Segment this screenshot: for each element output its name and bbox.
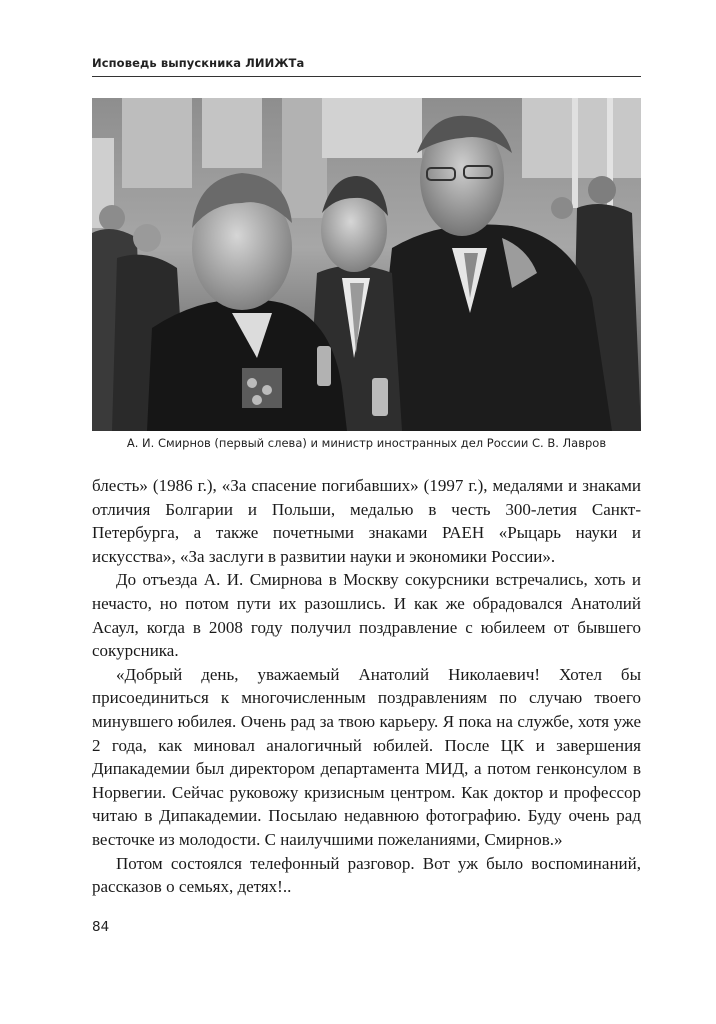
paragraph: До отъезда А. И. Смирнова в Москву сокурсники встречались, хоть и нечасто, но потом пути их разошлись. И как же обрадовался Анатолий Асаул, когда в 2008 году получил поздравление с юбилеем от бывшего сокурсника. (92, 570, 641, 661)
photo-caption: А. И. Смирнов (первый слева) и министр иностранных дел России С. В. Лавров (126, 436, 607, 450)
paragraph: «Добрый день, уважаемый Анатолий Николаевич! Хотел бы присоединиться к многочисленным поздравлениям по случаю твоего минувшего юбилея. Очень рад за твою карьеру. Я пока на службе, хотя уже 2 года, как миновал аналогичный юбилей. После ЦК и завершения Дипакадемии был директором департамента МИД, а потом генконсулом в Норвегии. Сейчас руковожу кризисным центром. Как доктор и профессор читаю в Дипакадемии. Посылаю недавнюю фотографию. Буду очень рад весточке из молодости. С наилучшими пожеланиями, Смирнов.» (92, 664, 641, 849)
header-rule (92, 76, 641, 77)
running-head: Исповедь выпускника ЛИИЖТа (92, 56, 305, 70)
paragraph: блесть» (1986 г.), «За спасение погибавших» (1997 г.), медалями и знаками отличия Болгарии и Польши, медалью в честь 300-летия Санкт-Петербурга, а также почетными знаками РАЕН «Рыцарь науки и искусства», «За заслуги в развитии науки и экономики России». (92, 476, 641, 566)
page-number: 84 (92, 919, 110, 935)
photo (92, 98, 641, 431)
paragraph: Потом состоялся телефонный разговор. Вот уж было воспоминаний, рассказов о семьях, детях!.. (92, 853, 641, 897)
body-text (92, 474, 641, 899)
